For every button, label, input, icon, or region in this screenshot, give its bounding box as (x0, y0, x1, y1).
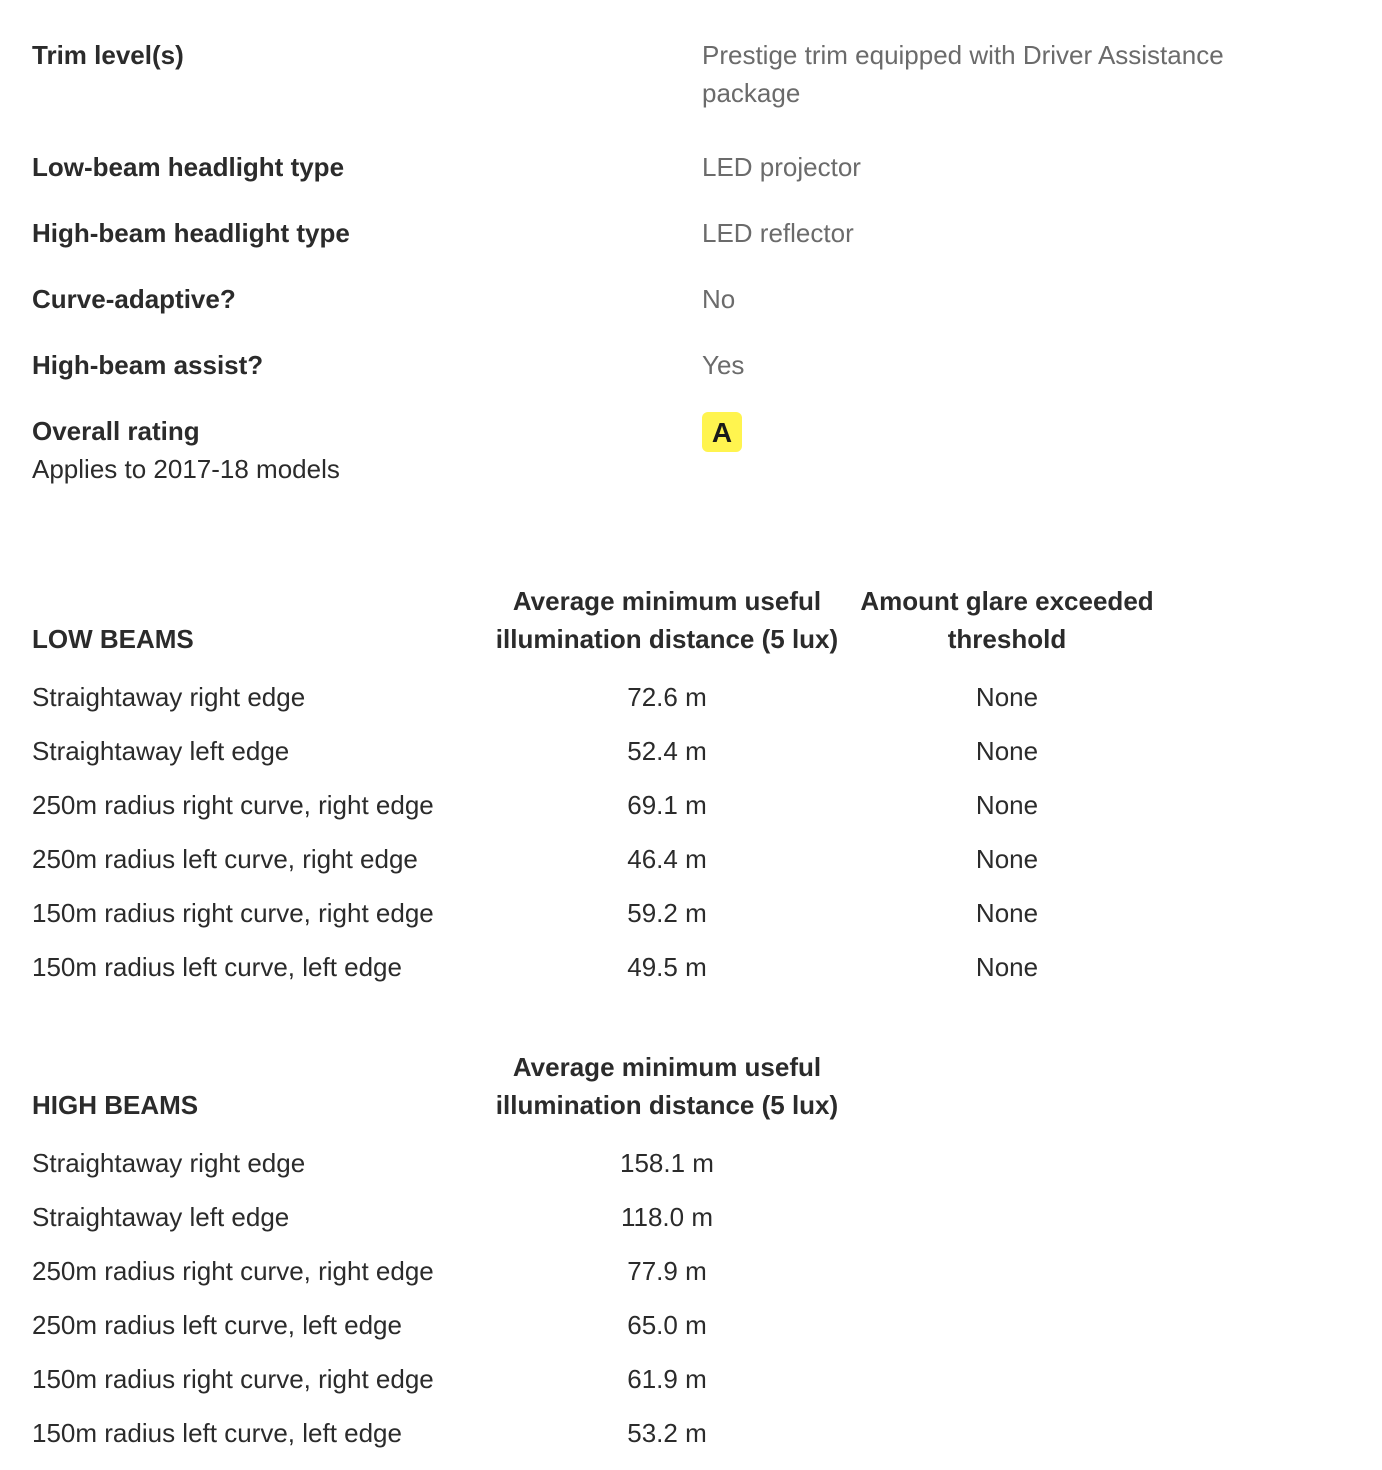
glare-value: None (975, 790, 1039, 820)
high-beams-heading: HIGH BEAMS (32, 1090, 199, 1120)
table-row (32, 724, 1162, 778)
table-header-row (32, 582, 1162, 670)
table-row (32, 1136, 852, 1190)
table-row (32, 778, 1162, 832)
table-row (32, 832, 1162, 886)
table-row (32, 1352, 852, 1406)
table-row (32, 1244, 852, 1298)
distance-value: 52.4 m (627, 736, 707, 766)
low-beams-heading: LOW BEAMS (32, 624, 194, 654)
overall-rating-title: Overall rating (32, 416, 200, 446)
row-label: 250m radius right curve, right edge (32, 1256, 434, 1286)
row-label: Straightaway left edge (32, 736, 290, 766)
distance-value: 59.2 m (627, 898, 707, 928)
distance-value: 69.1 m (627, 790, 707, 820)
table-row (32, 886, 1162, 940)
row-label: 250m radius right curve, right edge (32, 790, 434, 820)
distance-value: 72.6 m (627, 682, 707, 712)
spec-value: LED projector (702, 152, 861, 182)
spec-value: No (702, 284, 736, 314)
table-row (32, 940, 1162, 994)
spec-value: Yes (702, 350, 745, 380)
distance-value: 53.2 m (627, 1418, 707, 1448)
distance-value: 49.5 m (627, 952, 707, 982)
distance-value: 77.9 m (627, 1256, 707, 1286)
glare-header: Amount glare exceeded threshold (860, 586, 1154, 654)
spec-value: Prestige trim equipped with Driver Assistance package (702, 40, 1224, 108)
overall-rating-sublabel: Applies to 2017-18 models (32, 454, 340, 484)
spec-value: LED reflector (702, 218, 854, 248)
row-label: 150m radius right curve, right edge (32, 898, 434, 928)
table-row (32, 1406, 852, 1460)
distance-value: 158.1 m (620, 1148, 714, 1178)
spec-label: Curve-adaptive? (32, 284, 236, 314)
distance-value: 65.0 m (627, 1310, 707, 1340)
row-label: Straightaway right edge (32, 1148, 306, 1178)
row-label: Straightaway right edge (32, 682, 306, 712)
row-label: 150m radius left curve, left edge (32, 1418, 402, 1448)
distance-value: 118.0 m (620, 1202, 713, 1232)
table-row (32, 1298, 852, 1352)
distance-value: 61.9 m (627, 1364, 707, 1394)
spec-label: Low-beam headlight type (32, 152, 345, 182)
spec-label: Trim level(s) (32, 40, 184, 70)
glare-value: None (975, 898, 1039, 928)
distance-value: 46.4 m (627, 844, 707, 874)
glare-value: None (975, 844, 1039, 874)
illumination-distance-header: Average minimum useful illumination distance (5 lux) (495, 586, 839, 654)
glare-value: None (975, 682, 1039, 712)
glare-value: None (975, 736, 1039, 766)
row-label: 150m radius left curve, left edge (32, 952, 402, 982)
row-label: Straightaway left edge (32, 1202, 290, 1232)
row-label: 150m radius right curve, right edge (32, 1364, 434, 1394)
illumination-distance-header: Average minimum useful illumination distance (5 lux) (495, 1052, 839, 1120)
table-header-row (32, 1048, 852, 1136)
glare-value: None (975, 952, 1039, 982)
overall-rating-label (32, 412, 672, 488)
rating-badge: A (702, 412, 742, 452)
spec-label: High-beam headlight type (32, 218, 350, 248)
spec-label: High-beam assist? (32, 350, 264, 380)
table-row (32, 1190, 852, 1244)
low-beams-table (32, 582, 1162, 994)
table-row (32, 670, 1162, 724)
row-label: 250m radius left curve, right edge (32, 844, 418, 874)
high-beams-table (32, 1048, 852, 1460)
row-label: 250m radius left curve, left edge (32, 1310, 402, 1340)
